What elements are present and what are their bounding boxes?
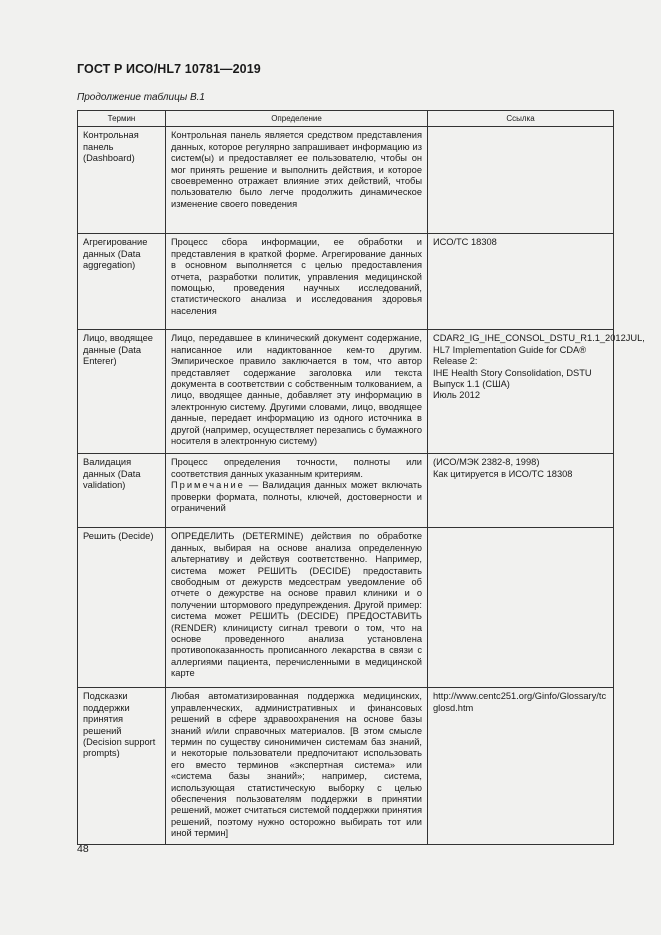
- table-row: [78, 454, 614, 528]
- reference-line: Июль 2012: [433, 390, 480, 401]
- column-header-term: Термин: [78, 111, 166, 127]
- definition-cell: Контрольная панель является средством представления данных, которое регулярно запрашивает информацию из систем(ы) и предоставляет ее пользователю, чтобы он мог принять решение и выполнить действия, и которое своевременно отражает влияние этих действий, чтобы пользователю было легче продолжить динамическое изменение своего поведения: [166, 127, 428, 234]
- term-cell: Агрегирование данных (Data aggregation): [78, 234, 166, 330]
- term-cell: Валидация данных (Data validation): [78, 454, 166, 528]
- reference-line: CDAR2_IG_IHE_CONSOL_DSTU_R1.1_2012JUL, HL7 Implementation Guide for CDA® Release 2:: [433, 333, 645, 367]
- document-header: ГОСТ Р ИСО/HL7 10781—2019: [77, 62, 261, 76]
- term-cell: Лицо, вводящее данные (Data Enterer): [78, 330, 166, 454]
- term-cell: Решить (Decide): [78, 528, 166, 688]
- definition-cell: [166, 454, 428, 528]
- term-cell: Контрольная панель (Dashboard): [78, 127, 166, 234]
- reference-line: (ИСО/МЭК 2382-8, 1998): [433, 457, 540, 468]
- table-row: [78, 127, 614, 234]
- glossary-table: [77, 110, 645, 845]
- table-row: [78, 330, 614, 454]
- reference-cell: [428, 454, 614, 528]
- definition-cell: Любая автоматизированная поддержка медицинских, управленческих, административных и финансовых решений в сфере здравоохранения на основе базы знаний и/или справочных материалов. [В этом смысле термин по существу синонимичен системам баз знаний, и некоторые пользователи предпочитают использовать его вместо терминов «экспертная система» или «система базы знаний»; например, система, использующая статистическую выборку с целью обеспечения пользователям поддержки в принятии решений, может считаться системой поддержки принятия решений, поэтому нужно осторожно выбирать тот или иной термин]: [166, 688, 428, 845]
- reference-line: Как цитируется в ИСО/ТС 18308: [433, 468, 573, 479]
- reference-cell: ИСО/ТС 18308: [428, 234, 614, 330]
- definition-cell: Лицо, передавшее в клинический документ содержание, написанное или надиктованное кем-то другим. Эмпирическое правило заключается в том, что автор представляет содержание заголовка или текста документа в соответствии с собственным толкованием, а лицо, вводящее данные, добавляет эту информацию в электронную систему. Другими словами, лицо, вводящее данные, передает информацию из одного источника в другой (например, осуществляет перезапись с бумажного носителя в электронную систему): [166, 330, 428, 454]
- term-cell: Подсказки поддержки принятия решений (Decision support prompts): [78, 688, 166, 845]
- reference-cell: [428, 330, 645, 454]
- table-row: [78, 234, 614, 330]
- column-header-reference: Ссылка: [428, 111, 614, 127]
- definition-text: Процесс определения точности, полноты или соответствия данных указанным критериям.: [171, 457, 422, 479]
- reference-line: IHE Health Story Consolidation, DSTU Выпуск 1.1 (США): [433, 367, 592, 390]
- table-header-row: [78, 111, 614, 127]
- reference-cell: [428, 528, 614, 688]
- definition-cell: Процесс сбора информации, ее обработки и представления в краткой форме. Агрегирование данных в основном выполняется с целью предоставления отчета, разработки политик, управления медицинской помощью, проведения научных исследований, статистического анализа и исследования здоровья населения: [166, 234, 428, 330]
- reference-cell: [428, 127, 614, 234]
- column-header-definition: Определение: [166, 111, 428, 127]
- reference-link[interactable]: http://www.centc251.org/Ginfo/Glossary/tcglosd.htm: [428, 688, 614, 845]
- definition-cell: ОПРЕДЕЛИТЬ (DETERMINE) действия по обработке данных, выбирая на основе анализа определенную альтернативу и действуя соответственно. Например, система может РЕШИТЬ (DECIDE) предоставить свободным от дежурств медсестрам уведомление об отчете о дежурстве на основе правил клиники и о получении штормового предупреждения. Другой пример: система может РЕШИТЬ (DECIDE) ПРЕДОСТАВИТЬ (RENDER) клиницисту сигнал тревоги о том, что на основе проведенного анализа установлена противопоказанность прописанного лекарства в связи с аллергиями пациента, перечисленными в медицинской карте: [166, 528, 428, 688]
- table-row: [78, 528, 614, 688]
- note-label: Примечание: [171, 480, 245, 491]
- table-row: [78, 688, 614, 845]
- note-text: — Валидация данных может включать проверки формата, полноты, ключей, достоверности и ограничений: [171, 480, 422, 514]
- table-caption: Продолжение таблицы В.1: [77, 92, 205, 103]
- page-number: 48: [77, 843, 89, 855]
